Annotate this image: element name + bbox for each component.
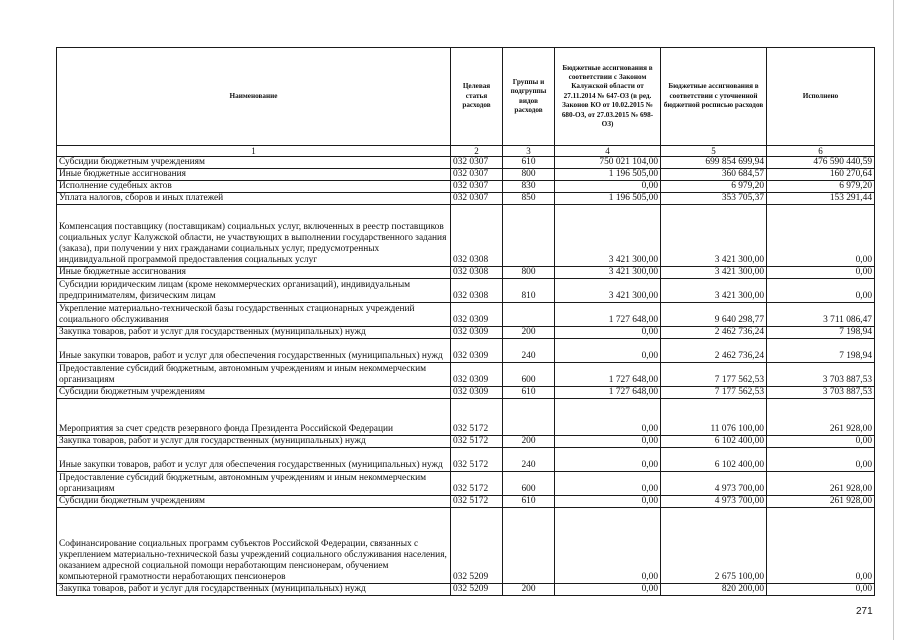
row-name: Иные закупки товаров, работ и услуг для обеспечения государственных (муниципальных) нужд bbox=[57, 448, 451, 472]
table-row bbox=[57, 157, 875, 169]
row-refined-allocation: 2 462 736,24 bbox=[661, 339, 767, 363]
table-row bbox=[57, 387, 875, 399]
row-refined-allocation: 6 979,20 bbox=[661, 181, 767, 193]
row-target-code: 032 0309 bbox=[451, 327, 503, 339]
row-name: Иные закупки товаров, работ и услуг для обеспечения государственных (муниципальных) нужд bbox=[57, 339, 451, 363]
row-law-allocation: 1 727 648,00 bbox=[555, 387, 661, 399]
table-row bbox=[57, 193, 875, 205]
row-expense-group: 810 bbox=[503, 279, 555, 303]
table-row bbox=[57, 508, 875, 584]
table-row bbox=[57, 267, 875, 279]
row-executed: 3 711 086,47 bbox=[767, 303, 875, 327]
row-target-code: 032 5172 bbox=[451, 399, 503, 436]
row-refined-allocation: 699 854 699,94 bbox=[661, 157, 767, 169]
row-target-code: 032 5172 bbox=[451, 448, 503, 472]
row-executed: 0,00 bbox=[767, 508, 875, 584]
row-name: Закупка товаров, работ и услуг для государственных (муниципальных) нужд bbox=[57, 436, 451, 448]
row-target-code: 032 0308 bbox=[451, 267, 503, 279]
row-executed: 7 198,94 bbox=[767, 339, 875, 363]
row-refined-allocation: 360 684,57 bbox=[661, 169, 767, 181]
row-expense-group bbox=[503, 303, 555, 327]
row-name: Субсидии бюджетным учреждениям bbox=[57, 387, 451, 399]
header-group: Группы и подгруппы видов расходов bbox=[503, 48, 555, 146]
row-law-allocation: 0,00 bbox=[555, 584, 661, 596]
row-law-allocation: 3 421 300,00 bbox=[555, 205, 661, 267]
row-expense-group: 610 bbox=[503, 387, 555, 399]
row-name: Укрепление материально-технической базы государственных стационарных учреждений социального обслуживания bbox=[57, 303, 451, 327]
row-expense-group: 610 bbox=[503, 496, 555, 508]
row-law-allocation: 0,00 bbox=[555, 399, 661, 436]
column-number: 5 bbox=[661, 146, 767, 157]
row-executed: 0,00 bbox=[767, 448, 875, 472]
header-code: Целевая статья расходов bbox=[451, 48, 503, 146]
table-row bbox=[57, 339, 875, 363]
column-number: 2 bbox=[451, 146, 503, 157]
row-refined-allocation: 7 177 562,53 bbox=[661, 387, 767, 399]
row-target-code: 032 5209 bbox=[451, 508, 503, 584]
table-row bbox=[57, 496, 875, 508]
row-name: Уплата налогов, сборов и иных платежей bbox=[57, 193, 451, 205]
row-refined-allocation: 11 076 100,00 bbox=[661, 399, 767, 436]
row-name: Компенсация поставщику (поставщикам) социальных услуг, включенных в реестр поставщиков социальных услуг Калужской области, не участвующих в выполнении государственного задания (заказа), при получении у них гражданами социальных услуг, предусмотренных индивидуальной программой предоставления социальных услуг bbox=[57, 205, 451, 267]
row-executed: 0,00 bbox=[767, 279, 875, 303]
row-expense-group bbox=[503, 508, 555, 584]
row-law-allocation: 0,00 bbox=[555, 496, 661, 508]
row-refined-allocation: 3 421 300,00 bbox=[661, 267, 767, 279]
row-refined-allocation: 6 102 400,00 bbox=[661, 436, 767, 448]
row-law-allocation: 1 196 505,00 bbox=[555, 169, 661, 181]
row-law-allocation: 0,00 bbox=[555, 448, 661, 472]
row-executed: 261 928,00 bbox=[767, 496, 875, 508]
page-number: 271 bbox=[856, 606, 873, 617]
row-executed: 3 703 887,53 bbox=[767, 387, 875, 399]
table-row bbox=[57, 472, 875, 496]
row-refined-allocation: 820 200,00 bbox=[661, 584, 767, 596]
row-executed: 160 270,64 bbox=[767, 169, 875, 181]
row-law-allocation: 1 196 505,00 bbox=[555, 193, 661, 205]
row-name: Иные бюджетные ассигнования bbox=[57, 169, 451, 181]
column-number: 3 bbox=[503, 146, 555, 157]
table-row bbox=[57, 584, 875, 596]
row-executed: 0,00 bbox=[767, 436, 875, 448]
row-expense-group: 800 bbox=[503, 169, 555, 181]
row-executed: 261 928,00 bbox=[767, 399, 875, 436]
table-row bbox=[57, 205, 875, 267]
table-row bbox=[57, 303, 875, 327]
row-law-allocation: 0,00 bbox=[555, 339, 661, 363]
row-executed: 3 703 887,53 bbox=[767, 363, 875, 387]
row-target-code: 032 0307 bbox=[451, 193, 503, 205]
row-name: Исполнение судебных актов bbox=[57, 181, 451, 193]
header-executed: Исполнено bbox=[767, 48, 875, 146]
row-executed: 7 198,94 bbox=[767, 327, 875, 339]
row-expense-group: 800 bbox=[503, 267, 555, 279]
row-target-code: 032 5172 bbox=[451, 472, 503, 496]
row-target-code: 032 0309 bbox=[451, 363, 503, 387]
row-expense-group: 200 bbox=[503, 327, 555, 339]
row-law-allocation: 1 727 648,00 bbox=[555, 363, 661, 387]
row-executed: 6 979,20 bbox=[767, 181, 875, 193]
page-edge-line bbox=[893, 0, 894, 640]
row-name: Мероприятия за счет средств резервного фонда Президента Российской Федерации bbox=[57, 399, 451, 436]
header-law-allocations: Бюджетные ассигнования в соответствии с Законом Калужской области от 27.11.2014 № 647-ОЗ (в ред. Законов КО от 10.02.2015 № 680-ОЗ, от 27.03.2015 № 698-ОЗ) bbox=[555, 48, 661, 146]
row-law-allocation: 3 421 300,00 bbox=[555, 279, 661, 303]
row-law-allocation: 0,00 bbox=[555, 181, 661, 193]
budget-table bbox=[56, 47, 875, 596]
row-executed: 261 928,00 bbox=[767, 472, 875, 496]
row-refined-allocation: 9 640 298,77 bbox=[661, 303, 767, 327]
row-law-allocation: 0,00 bbox=[555, 472, 661, 496]
column-number-row bbox=[57, 146, 875, 157]
row-law-allocation: 0,00 bbox=[555, 436, 661, 448]
header-name: Наименование bbox=[57, 48, 451, 146]
row-expense-group bbox=[503, 205, 555, 267]
row-name: Закупка товаров, работ и услуг для государственных (муниципальных) нужд bbox=[57, 584, 451, 596]
row-target-code: 032 0309 bbox=[451, 339, 503, 363]
row-target-code: 032 5172 bbox=[451, 436, 503, 448]
row-expense-group: 200 bbox=[503, 584, 555, 596]
row-law-allocation: 1 727 648,00 bbox=[555, 303, 661, 327]
table-row bbox=[57, 363, 875, 387]
row-expense-group: 600 bbox=[503, 472, 555, 496]
column-number: 6 bbox=[767, 146, 875, 157]
row-executed: 0,00 bbox=[767, 205, 875, 267]
row-expense-group: 240 bbox=[503, 339, 555, 363]
row-refined-allocation: 4 973 700,00 bbox=[661, 472, 767, 496]
row-target-code: 032 0309 bbox=[451, 303, 503, 327]
row-law-allocation: 3 421 300,00 bbox=[555, 267, 661, 279]
row-law-allocation: 0,00 bbox=[555, 508, 661, 584]
row-law-allocation: 750 021 104,00 bbox=[555, 157, 661, 169]
table-row bbox=[57, 448, 875, 472]
row-target-code: 032 5172 bbox=[451, 496, 503, 508]
row-expense-group bbox=[503, 399, 555, 436]
row-target-code: 032 0309 bbox=[451, 387, 503, 399]
row-refined-allocation: 6 102 400,00 bbox=[661, 448, 767, 472]
table-body bbox=[57, 157, 875, 596]
row-name: Иные бюджетные ассигнования bbox=[57, 267, 451, 279]
row-refined-allocation: 7 177 562,53 bbox=[661, 363, 767, 387]
row-executed: 153 291,44 bbox=[767, 193, 875, 205]
row-name: Закупка товаров, работ и услуг для государственных (муниципальных) нужд bbox=[57, 327, 451, 339]
table-row bbox=[57, 327, 875, 339]
row-target-code: 032 5209 bbox=[451, 584, 503, 596]
row-name: Субсидии юридическим лицам (кроме некоммерческих организаций), индивидуальным предпринимателям, физическим лицам bbox=[57, 279, 451, 303]
row-refined-allocation: 4 973 700,00 bbox=[661, 496, 767, 508]
row-executed: 0,00 bbox=[767, 267, 875, 279]
row-target-code: 032 0307 bbox=[451, 157, 503, 169]
row-expense-group: 850 bbox=[503, 193, 555, 205]
table-row bbox=[57, 181, 875, 193]
row-refined-allocation: 353 705,37 bbox=[661, 193, 767, 205]
row-expense-group: 610 bbox=[503, 157, 555, 169]
column-number: 1 bbox=[57, 146, 451, 157]
row-name: Софинансирование социальных программ субъектов Российской Федерации, связанных с укреплением материально-технической базы учреждений социального обслуживания населения, оказанием адресной социальной помощи неработающим пенсионерам, обучением компьютерной грамотности неработающих пенсионеров bbox=[57, 508, 451, 584]
row-refined-allocation: 2 675 100,00 bbox=[661, 508, 767, 584]
row-target-code: 032 0307 bbox=[451, 181, 503, 193]
row-name: Предоставление субсидий бюджетным, автономным учреждениям и иным некоммерческим организациям bbox=[57, 472, 451, 496]
row-expense-group: 200 bbox=[503, 436, 555, 448]
row-refined-allocation: 2 462 736,24 bbox=[661, 327, 767, 339]
row-executed: 476 590 440,59 bbox=[767, 157, 875, 169]
row-expense-group: 600 bbox=[503, 363, 555, 387]
table-row bbox=[57, 169, 875, 181]
row-target-code: 032 0307 bbox=[451, 169, 503, 181]
header-refined-allocations: Бюджетные ассигнования в соответствии с уточненной бюджетной росписью расходов bbox=[661, 48, 767, 146]
table-row bbox=[57, 436, 875, 448]
row-name: Предоставление субсидий бюджетным, автономным учреждениям и иным некоммерческим организациям bbox=[57, 363, 451, 387]
column-number: 4 bbox=[555, 146, 661, 157]
table-row bbox=[57, 279, 875, 303]
header-row bbox=[57, 48, 875, 146]
row-refined-allocation: 3 421 300,00 bbox=[661, 205, 767, 267]
row-executed: 0,00 bbox=[767, 584, 875, 596]
row-refined-allocation: 3 421 300,00 bbox=[661, 279, 767, 303]
row-law-allocation: 0,00 bbox=[555, 327, 661, 339]
table-row bbox=[57, 399, 875, 436]
row-name: Субсидии бюджетным учреждениям bbox=[57, 496, 451, 508]
row-target-code: 032 0308 bbox=[451, 279, 503, 303]
row-expense-group: 830 bbox=[503, 181, 555, 193]
row-expense-group: 240 bbox=[503, 448, 555, 472]
row-target-code: 032 0308 bbox=[451, 205, 503, 267]
row-name: Субсидии бюджетным учреждениям bbox=[57, 157, 451, 169]
